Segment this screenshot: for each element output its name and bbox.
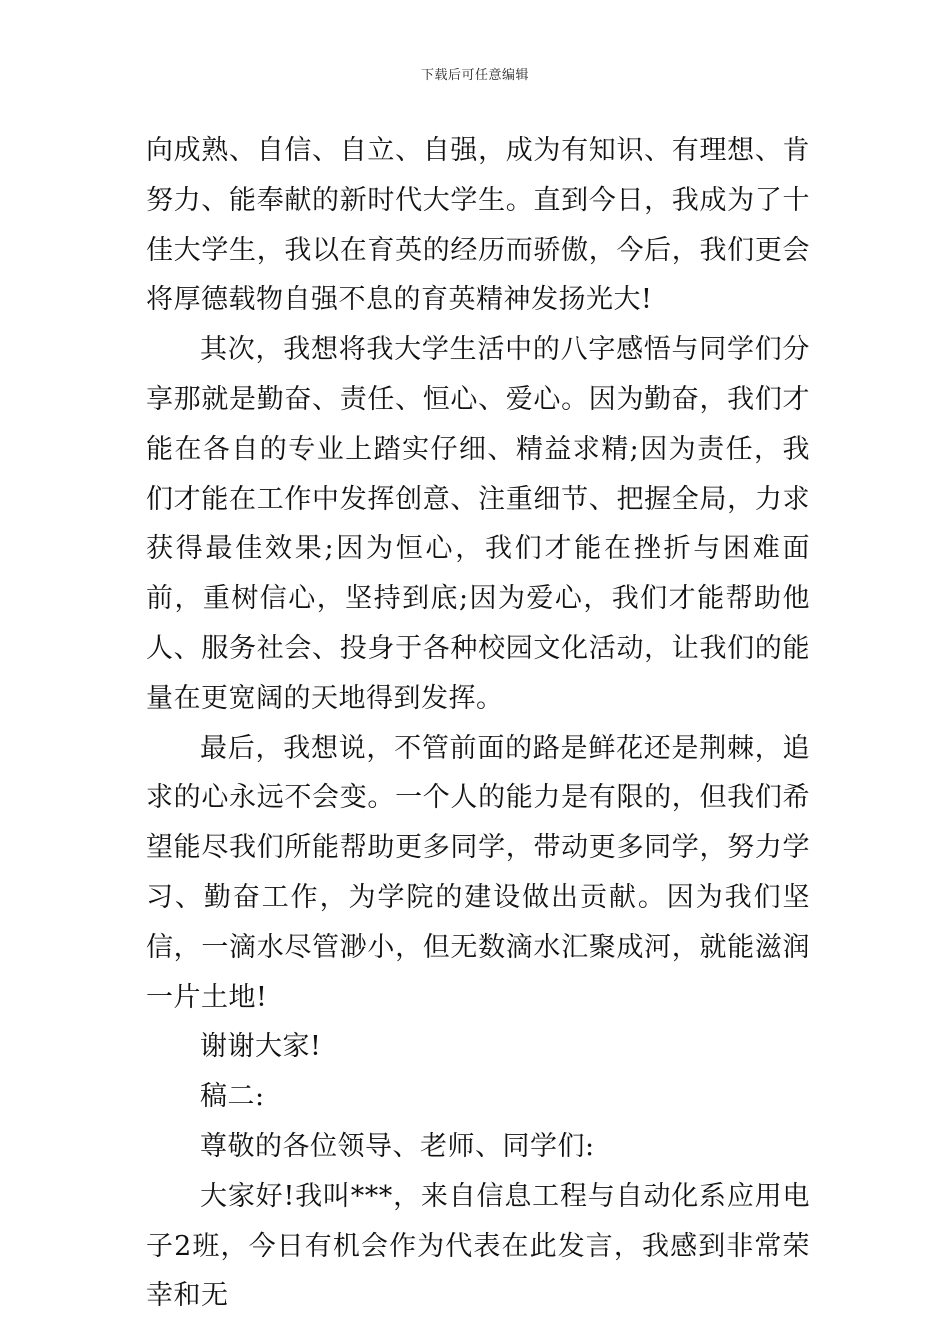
document-body (146, 126, 810, 1321)
section-heading-draft-two: 稿二: (200, 1081, 265, 1113)
paragraph-introduction: 大家好!我叫***，来自信息工程与自动化系应用电子2班，今日有机会作为代表在此发言，我感到非常荣幸和无 (146, 1180, 810, 1312)
paragraph-continuation: 向成熟、自信、自立、自强，成为有知识、有理想、肯努力、能奉献的新时代大学生。直到今日，我成为了十佳大学生，我以在育英的经历而骄傲，今后，我们更会将厚德载物自强不息的育英精神发扬光大! (146, 135, 810, 316)
paragraph-eight-words: 其次，我想将我大学生活中的八字感悟与同学们分享那就是勤奋、责任、恒心、爱心。因为勤奋，我们才能在各自的专业上踏实仔细、精益求精;因为责任，我们才能在工作中发挥创意、注重细节、把握全局，力求获得最佳效果;因为恒心，我们才能在挫折与困难面前，重树信心，坚持到底;因为爱心，我们才能帮助他人、服务社会、投身于各种校园文化活动，让我们的能量在更宽阔的天地得到发挥。 (146, 334, 810, 714)
salutation: 尊敬的各位领导、老师、同学们: (200, 1130, 595, 1162)
paragraph-thanks: 谢谢大家! (200, 1031, 322, 1063)
page-header-note: 下载后可任意编辑 (420, 68, 529, 83)
paragraph-finally: 最后，我想说，不管前面的路是鲜花还是荆棘，追求的心永远不会变。一个人的能力是有限的，但我们希望能尽我们所能帮助更多同学，带动更多同学，努力学习、勤奋工作，为学院的建设做出贡献。因为我们坚信，一滴水尽管渺小，但无数滴水汇聚成河，就能滋润一片土地! (146, 732, 810, 1013)
